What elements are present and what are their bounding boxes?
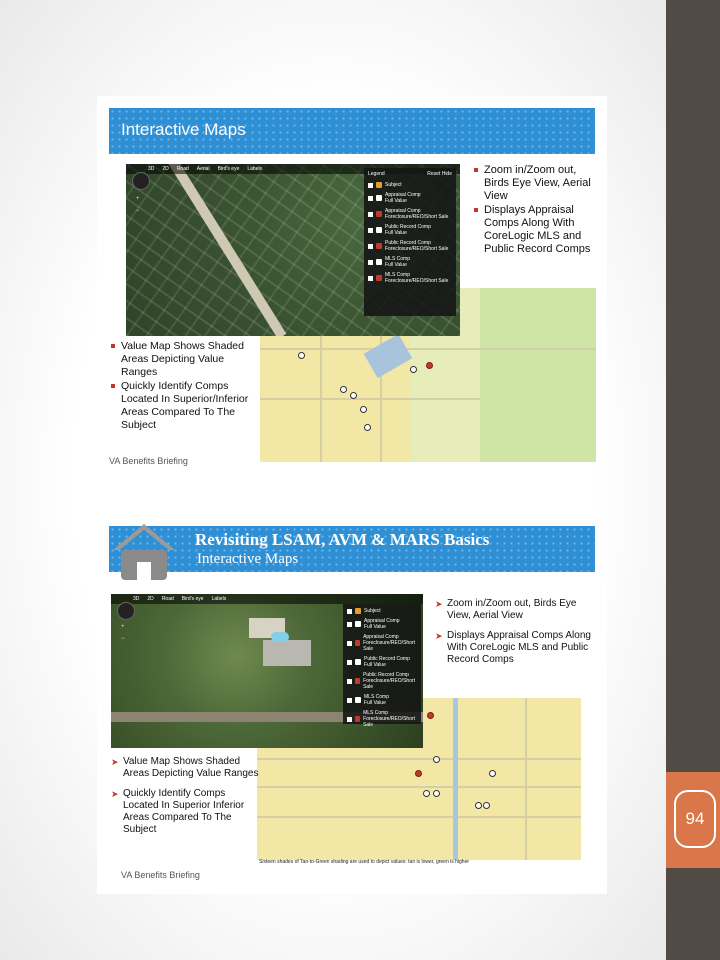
checkbox-icon[interactable] — [368, 183, 373, 188]
house-icon — [355, 621, 361, 627]
legend-item[interactable]: Public Record Comp Foreclosure/REO/Short Sale — [347, 672, 421, 690]
value-map-caption: Sixteen shades of Tan-to-Green shading are used to depict values: tan is lower, green is higher — [259, 859, 470, 865]
slide-2-aerial-map[interactable] — [111, 594, 423, 748]
map-view-bar — [111, 594, 423, 604]
bullet-item: Quickly Identify Comps Located In Superior/Inferior Areas Compared To The Subject — [109, 380, 257, 432]
slide-1-banner — [109, 108, 595, 154]
map-pin[interactable] — [360, 406, 367, 413]
map-view-2d[interactable]: 2D — [147, 596, 154, 602]
map-pin[interactable] — [415, 770, 422, 777]
checkbox-icon[interactable] — [368, 212, 373, 217]
map-nav-control[interactable] — [117, 602, 135, 620]
legend-item[interactable]: MLS Comp Foreclosure/REO/Short Sale — [368, 272, 456, 284]
legend-item[interactable]: Appraisal Comp Foreclosure/REO/Short Sale — [368, 208, 456, 220]
legend-item[interactable]: Appraisal Comp Full Value — [368, 192, 456, 204]
map-pin[interactable] — [423, 790, 430, 797]
slide-2-subtitle: Interactive Maps — [197, 551, 299, 567]
checkbox-icon[interactable] — [368, 228, 373, 233]
zoom-in-icon[interactable]: + — [121, 624, 125, 630]
map-view-2d[interactable]: 2D — [162, 166, 169, 172]
legend-item[interactable]: Subject — [347, 608, 421, 614]
checkbox-icon[interactable] — [368, 276, 373, 281]
map-view-aerial[interactable]: Aerial — [196, 166, 210, 172]
pin-icon — [355, 716, 360, 722]
house-icon — [376, 195, 382, 201]
checkbox-icon[interactable] — [347, 609, 352, 614]
map-pin-subject[interactable] — [426, 362, 433, 369]
map-view-road[interactable]: Road — [161, 596, 174, 602]
legend-item[interactable]: Subject — [368, 182, 456, 188]
slide-1-aerial-map[interactable] — [126, 164, 460, 336]
checkbox-icon[interactable] — [347, 622, 352, 627]
slide-2 — [97, 510, 607, 894]
map-pin[interactable] — [433, 790, 440, 797]
slide-1-title: Interactive Maps — [121, 120, 246, 139]
map-view-road[interactable]: Road — [176, 166, 189, 172]
zoom-in-icon[interactable]: + — [136, 196, 140, 202]
legend-header: Legend — [368, 171, 385, 177]
map-legend — [343, 604, 421, 728]
legend-item[interactable]: Public Record Comp Full Value — [347, 656, 421, 668]
bullet-item: ➤ Displays Appraisal Comps Along With CoreLogic MLS and Public Record Comps — [435, 630, 595, 666]
checkbox-icon[interactable] — [347, 698, 352, 703]
zoom-out-icon[interactable]: − — [121, 636, 125, 642]
legend-item[interactable]: Appraisal Comp Full Value — [347, 618, 421, 630]
legend-item[interactable]: Public Record Comp Full Value — [368, 224, 456, 236]
map-nav-control[interactable] — [132, 172, 150, 190]
checkbox-icon[interactable] — [347, 717, 352, 722]
map-pin[interactable] — [489, 770, 496, 777]
house-icon — [355, 608, 361, 614]
map-pin[interactable] — [483, 802, 490, 809]
legend-hide-link[interactable]: Hide — [441, 171, 452, 177]
bullet-item: ➤ Zoom in/Zoom out, Birds Eye View, Aerial View — [435, 598, 595, 622]
legend-item[interactable]: MLS Comp Foreclosure/REO/Short Sale — [347, 710, 421, 728]
map-view-birds-eye[interactable]: Bird's eye — [217, 166, 240, 172]
slide-2-bullets-right — [435, 598, 595, 667]
map-pin[interactable] — [433, 756, 440, 763]
slide-2-footer: VA Benefits Briefing — [121, 870, 200, 880]
map-pin[interactable] — [410, 366, 417, 373]
map-view-labels[interactable]: Labels — [247, 166, 263, 172]
map-pin[interactable] — [364, 424, 371, 431]
map-pin[interactable] — [475, 802, 482, 809]
slide-1-bullets-left — [109, 340, 257, 433]
checkbox-icon[interactable] — [368, 244, 373, 249]
house-icon — [355, 640, 360, 646]
legend-item[interactable]: Appraisal Comp Foreclosure/REO/Short Sale — [347, 634, 421, 652]
slide-1 — [97, 96, 607, 470]
shield-icon — [355, 659, 361, 665]
bullet-item: Zoom in/Zoom out, Birds Eye View, Aerial View — [472, 164, 597, 203]
slide-1-bullets-right — [472, 164, 597, 257]
checkbox-icon[interactable] — [368, 196, 373, 201]
slide-2-title: Revisiting LSAM, AVM & MARS Basics — [195, 530, 490, 549]
bullet-item: Displays Appraisal Comps Along With CoreLogic MLS and Public Record Comps — [472, 204, 597, 256]
slide-2-bullets-left — [111, 756, 259, 837]
legend-item[interactable]: MLS Comp Full Value — [368, 256, 456, 268]
checkbox-icon[interactable] — [368, 260, 373, 265]
page-number: 94 — [674, 790, 716, 848]
map-view-3d[interactable]: 3D — [148, 166, 155, 172]
house-icon — [376, 182, 382, 188]
pin-icon — [376, 259, 382, 265]
shield-icon — [355, 678, 360, 684]
legend-item[interactable]: Public Record Comp Foreclosure/REO/Short Sale — [368, 240, 456, 252]
slide-1-footer: VA Benefits Briefing — [109, 456, 188, 466]
house-icon — [376, 211, 382, 217]
map-view-3d[interactable]: 3D — [133, 596, 140, 602]
checkbox-icon[interactable] — [347, 641, 352, 646]
map-pin-subject[interactable] — [427, 712, 434, 719]
house-icon — [111, 520, 177, 582]
map-pin[interactable] — [340, 386, 347, 393]
map-view-birds-eye[interactable]: Bird's eye — [181, 596, 204, 602]
bullet-item: ➤ Value Map Shows Shaded Areas Depicting Value Ranges — [111, 756, 259, 780]
checkbox-icon[interactable] — [347, 679, 352, 684]
legend-reset-link[interactable]: Reset — [427, 171, 441, 177]
map-legend — [364, 168, 456, 316]
shield-icon — [376, 227, 382, 233]
pin-icon — [376, 275, 382, 281]
map-pin[interactable] — [298, 352, 305, 359]
shield-icon — [376, 243, 382, 249]
slide-2-banner — [109, 526, 595, 572]
bullet-item: Value Map Shows Shaded Areas Depicting Value Ranges — [109, 340, 257, 379]
map-view-labels[interactable]: Labels — [211, 596, 227, 602]
map-pin[interactable] — [350, 392, 357, 399]
pin-icon — [355, 697, 361, 703]
legend-item[interactable]: MLS Comp Full Value — [347, 694, 421, 706]
bullet-item: ➤ Quickly Identify Comps Located In Superior Inferior Areas Compared To The Subject — [111, 788, 259, 836]
checkbox-icon[interactable] — [347, 660, 352, 665]
zoom-out-icon[interactable]: − — [136, 208, 140, 214]
